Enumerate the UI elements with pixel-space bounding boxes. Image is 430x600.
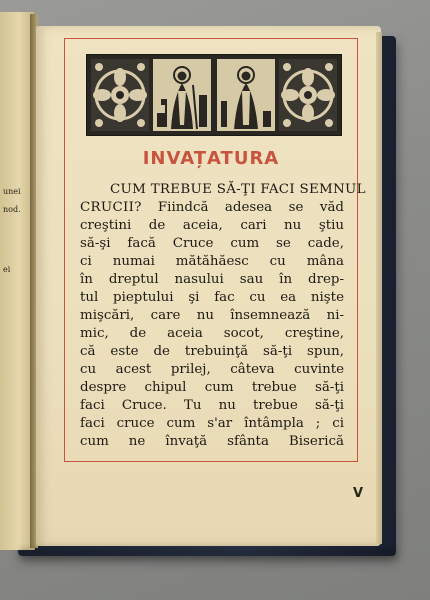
text-line (80, 379, 344, 397)
line-text: faci cruce cum s'ar întâmpla ; ci (80, 416, 344, 431)
line-text: mic, de aceia socot, creştine, (80, 326, 344, 341)
text-line (80, 271, 344, 289)
text-line (80, 235, 344, 253)
text-line (80, 253, 344, 271)
left-page-fragment: nod. (3, 205, 21, 214)
book-shadow (20, 548, 396, 558)
body-text (80, 181, 366, 451)
chapter-heading: INVAȚATURA (142, 148, 280, 169)
line-text: ? Fiindcă adesea se văd (134, 200, 344, 215)
text-line (80, 397, 344, 415)
text-line (80, 415, 344, 433)
saint-figure-icon (217, 59, 275, 131)
text-line (80, 361, 344, 379)
rosette-ornament-icon (91, 59, 149, 131)
woodcut-illustration (86, 54, 342, 136)
text-line (80, 181, 366, 199)
line-text: că este de trebuinţă să-ţi spun, (80, 344, 344, 359)
page-edge (376, 32, 382, 544)
small-caps-lead: CRUCII (80, 200, 135, 215)
text-line (80, 433, 344, 451)
line-text: să-şi facă Cruce cum se cade, (80, 236, 344, 251)
rosette-ornament-icon (279, 59, 337, 131)
line-text: cum ne învaţă sfânta Biserică (80, 434, 344, 449)
text-line (80, 325, 344, 343)
line-text: mişcări, care nu însemnează ni- (80, 308, 344, 323)
line-text: tul pieptului şi fac cu ea nişte (80, 290, 344, 305)
woodcut-svg (87, 55, 341, 135)
line-text: creştini de aceia, cari nu ştiu (80, 218, 344, 233)
small-caps-lead: CUM TREBUE SĂ-ŢI FACI SEMNUL (110, 182, 366, 197)
left-page-fragment: unei (3, 187, 21, 196)
saint-figure-icon (153, 59, 211, 131)
text-line (80, 199, 344, 217)
page-number: V (353, 486, 364, 501)
line-text: despre chipul cum trebue să-ţi (80, 380, 344, 395)
line-text: în dreptul nasului sau în drep- (80, 272, 344, 287)
text-line (80, 217, 344, 235)
line-text: cu acest prilej, câteva cuvinte (80, 362, 344, 377)
text-line (80, 289, 344, 307)
text-line (80, 307, 344, 325)
line-text: ci numai mătăhăesc cu mâna (80, 254, 344, 269)
line-text: faci Cruce. Tu nu trebue să-ţi (80, 398, 344, 413)
left-page-fragment: ei (3, 265, 11, 274)
text-line (80, 343, 344, 361)
